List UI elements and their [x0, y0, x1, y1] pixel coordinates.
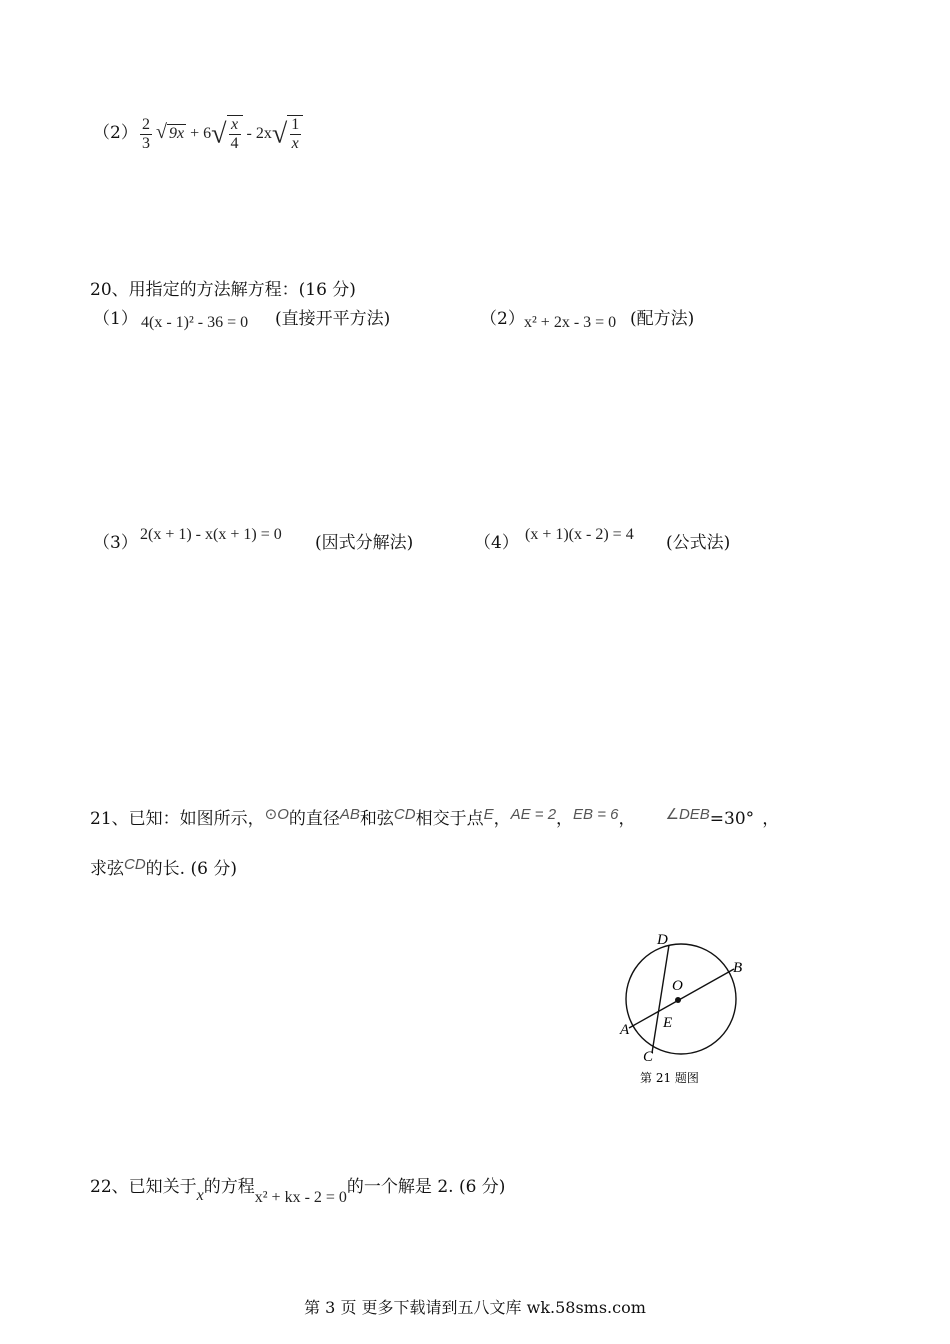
q20-title: 20、用指定的方法解方程：(16 分) — [90, 280, 356, 300]
fraction-1-over-x — [287, 115, 303, 154]
q20-part4-equation: (x + 1)(x - 2) = 4 — [525, 526, 634, 543]
q20-part2-method: (配方法) — [630, 309, 695, 329]
fraction-numerator: x — [230, 116, 239, 133]
eb-equals-6: EB = 6 — [573, 806, 619, 823]
label-a: A — [620, 1022, 630, 1038]
fraction-numerator: 2 — [142, 115, 150, 133]
label-e: E — [663, 1015, 673, 1031]
variable-x: x — [196, 1187, 204, 1204]
q20-part2-label: （2） — [480, 309, 525, 329]
circle-o-symbol: ⊙O — [264, 806, 289, 823]
q22-text: 的一个解是 2. (6 分) — [346, 1177, 506, 1197]
q21-separator: ， — [493, 809, 511, 829]
point-e: E — [483, 806, 494, 823]
q22-text: 22、已知关于 — [90, 1177, 197, 1197]
q21-text: 的长. (6 分) — [145, 859, 237, 879]
q20-part1-equation: 4(x - 1)² - 36 = 0 — [141, 314, 249, 331]
q20-part1-method: (直接开平方法) — [275, 309, 391, 329]
q21-separator: ， — [762, 809, 780, 829]
q21-figure — [610, 925, 760, 1095]
q22-line — [90, 1172, 506, 1206]
q20-part3-label: （3） — [93, 533, 138, 553]
q21-text: 的直径 — [288, 809, 340, 829]
q21-text: 求弦 — [90, 859, 124, 879]
chord-cd — [652, 945, 669, 1053]
q21-line2 — [90, 854, 237, 879]
angle-value: =30° — [709, 809, 755, 829]
figure-caption: 第 21 题图 — [640, 1071, 699, 1085]
minus-two-x: - 2x — [246, 125, 272, 143]
segment-cd: CD — [393, 806, 416, 823]
q21-line1 — [90, 804, 779, 829]
label-b: B — [733, 960, 743, 976]
q20-part3-equation: 2(x + 1) - x(x + 1) = 0 — [140, 526, 282, 543]
fraction-denominator: x — [291, 135, 299, 153]
segment-cd: CD — [124, 856, 146, 873]
q19-2-expression: $\frac{2}{3}$ √ 9x + 6√ $\frac{x}{4}$ - 2x√ $\frac{1}{x}$ — [140, 115, 303, 154]
q21-text: 相交于点 — [415, 809, 484, 829]
q20-part3-method: (因式分解法) — [315, 533, 414, 553]
q20-part4-label: （4） — [474, 533, 519, 553]
fraction-denominator: 4 — [230, 135, 239, 153]
label-d: D — [657, 932, 668, 948]
q21-text: 和弦 — [359, 809, 394, 829]
q22-text: 的方程 — [203, 1177, 255, 1197]
ae-equals-2: AE = 2 — [510, 806, 557, 823]
q21-separator: ， — [556, 809, 574, 829]
page-footer: 第 3 页 更多下载请到五八文库 wk.58sms.com — [304, 1298, 646, 1317]
fraction-denominator: 3 — [142, 134, 150, 152]
fraction-numerator: 1 — [291, 116, 300, 133]
fraction-x-over-4 — [227, 115, 243, 154]
q22-equation: x² + kx - 2 = 0 — [254, 1189, 347, 1206]
q20-part4-method: (公式法) — [666, 533, 731, 553]
label-o: O — [672, 978, 683, 994]
q19-2-label: （2） — [93, 123, 138, 143]
radicand-9x: 9x — [168, 125, 185, 143]
q20-part2-equation: x² + 2x - 3 = 0 — [524, 314, 617, 331]
segment-ab: AB — [339, 806, 360, 823]
fraction-two-thirds — [140, 116, 152, 154]
plus-six: + 6 — [190, 125, 212, 143]
q21-intro: 21、已知：如图所示， — [90, 809, 265, 829]
q21-separator: ， — [618, 809, 636, 829]
angle-deb: ∠DEB — [665, 806, 710, 823]
q20-part1-label: （1） — [93, 309, 138, 329]
label-c: C — [643, 1049, 654, 1065]
center-dot — [675, 997, 681, 1003]
